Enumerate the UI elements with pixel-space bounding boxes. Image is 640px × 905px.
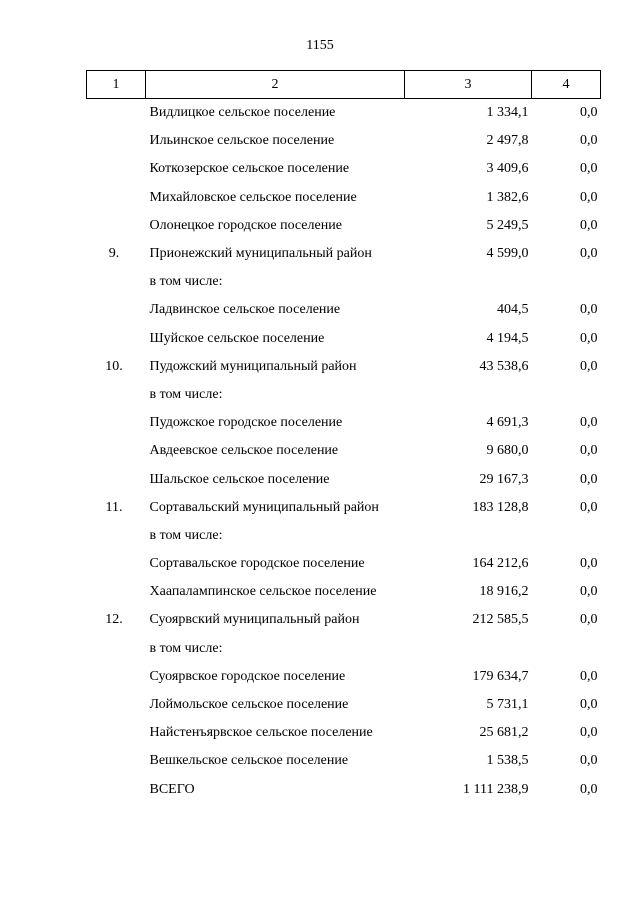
table-row (87, 353, 601, 381)
table-row (87, 296, 601, 324)
row-value-col3: 5 249,5 (486, 217, 529, 233)
row-value-col3: 212 585,5 (472, 612, 529, 628)
row-name: Пудожский муниципальный район (149, 358, 357, 374)
table-row (87, 99, 601, 128)
row-value-col3 (405, 522, 532, 550)
row-value-col3: 4 599,0 (486, 246, 529, 262)
row-number (87, 747, 146, 775)
row-value-col3: 9 680,0 (486, 443, 529, 459)
row-name: Прионежский муниципальный район (149, 246, 372, 262)
table-row (87, 127, 601, 155)
table-row (87, 240, 601, 268)
row-number (87, 635, 146, 663)
table-row (87, 184, 601, 212)
row-value-col4: 0,0 (580, 499, 598, 515)
row-name: Хаапалампинское сельское поселение (149, 584, 377, 600)
row-name: ВСЕГО (149, 781, 195, 797)
table-row (87, 494, 601, 522)
header-col-1: 1 (87, 71, 146, 99)
table-header (87, 71, 601, 99)
row-name: Пудожское городское поселение (149, 415, 343, 431)
row-name: в том числе: (149, 274, 223, 290)
row-value-col3: 183 128,8 (472, 499, 529, 515)
header-col-3: 3 (405, 71, 532, 99)
row-number (87, 155, 146, 183)
table-row (87, 550, 601, 578)
row-name: Лоймольское сельское поселение (149, 697, 349, 713)
row-name: Сортавальский муниципальный район (149, 499, 379, 515)
table-row (87, 268, 601, 296)
row-value-col4 (532, 268, 601, 296)
row-name: Ладвинское сельское поселение (149, 302, 341, 318)
row-value-col3: 18 916,2 (479, 584, 529, 600)
row-value-col3: 3 409,6 (486, 161, 529, 177)
row-value-col3: 2 497,8 (486, 133, 529, 149)
row-number (87, 325, 146, 353)
row-name: в том числе: (149, 527, 223, 543)
row-number (87, 127, 146, 155)
header-col-2: 2 (146, 71, 405, 99)
row-number (87, 184, 146, 212)
row-name: Суоярвский муниципальный район (149, 612, 360, 628)
row-number (87, 691, 146, 719)
row-number: 11. (105, 499, 123, 515)
row-value-col3: 4 691,3 (486, 415, 529, 431)
row-number (87, 296, 146, 324)
row-value-col4: 0,0 (580, 302, 598, 318)
row-number: 9. (108, 246, 120, 262)
row-value-col4: 0,0 (580, 161, 598, 177)
header-row (87, 71, 601, 99)
row-value-col4 (532, 522, 601, 550)
table-body (87, 99, 601, 804)
row-value-col3 (405, 635, 532, 663)
row-value-col4: 0,0 (580, 471, 598, 487)
row-name: Вешкельское сельское поселение (149, 753, 349, 769)
table-row (87, 437, 601, 465)
row-number (87, 465, 146, 493)
table-row (87, 155, 601, 183)
row-value-col3: 43 538,6 (479, 358, 529, 374)
row-number (87, 522, 146, 550)
row-value-col4: 0,0 (580, 556, 598, 572)
row-value-col3: 1 538,5 (486, 753, 529, 769)
row-number: 12. (105, 612, 123, 628)
table-row (87, 409, 601, 437)
row-value-col3: 29 167,3 (479, 471, 529, 487)
row-name: Видлицкое сельское поселение (149, 105, 336, 121)
row-value-col4: 0,0 (580, 415, 598, 431)
row-number (87, 550, 146, 578)
row-number (87, 663, 146, 691)
row-value-col4: 0,0 (580, 781, 598, 797)
row-value-col4: 0,0 (580, 358, 598, 374)
row-name: Сортавальское городское поселение (149, 556, 365, 572)
row-name: Авдеевское сельское поселение (149, 443, 339, 459)
header-col-4: 4 (532, 71, 601, 99)
row-name: Михайловское сельское поселение (149, 189, 357, 205)
row-name: Шуйское сельское поселение (149, 330, 325, 346)
row-name: Суоярвское городское поселение (149, 668, 346, 684)
row-number (87, 268, 146, 296)
row-value-col4: 0,0 (580, 443, 598, 459)
row-number (87, 578, 146, 606)
table-row (87, 719, 601, 747)
row-value-col4 (532, 381, 601, 409)
row-number (87, 99, 146, 128)
row-name: в том числе: (149, 386, 223, 402)
row-value-col3: 1 111 238,9 (463, 781, 529, 797)
row-value-col3: 5 731,1 (486, 697, 529, 713)
table-row (87, 776, 601, 804)
row-number (87, 381, 146, 409)
row-value-col4: 0,0 (580, 217, 598, 233)
table-row (87, 691, 601, 719)
row-name: в том числе: (149, 640, 223, 656)
table-row (87, 325, 601, 353)
table-row (87, 663, 601, 691)
row-value-col3: 25 681,2 (479, 725, 529, 741)
row-number (87, 719, 146, 747)
row-number (87, 776, 146, 804)
row-number (87, 212, 146, 240)
row-name: Шальское сельское поселение (149, 471, 330, 487)
row-value-col3: 1 334,1 (486, 105, 529, 121)
row-number: 10. (105, 358, 123, 374)
row-value-col4: 0,0 (580, 189, 598, 205)
row-name: Коткозерское сельское поселение (149, 161, 350, 177)
page-number: 1155 (306, 38, 334, 53)
table-row (87, 381, 601, 409)
row-value-col4: 0,0 (580, 668, 598, 684)
table-row (87, 465, 601, 493)
table-row (87, 522, 601, 550)
row-name: Ильинское сельское поселение (149, 133, 335, 149)
table-row (87, 578, 601, 606)
row-value-col4: 0,0 (580, 105, 598, 121)
row-value-col3 (405, 268, 532, 296)
row-value-col3 (405, 381, 532, 409)
table-row (87, 606, 601, 634)
row-value-col3: 179 634,7 (472, 668, 529, 684)
row-number (87, 437, 146, 465)
row-value-col3: 4 194,5 (486, 330, 529, 346)
row-value-col3: 164 212,6 (472, 556, 529, 572)
table-row (87, 635, 601, 663)
row-value-col4: 0,0 (580, 133, 598, 149)
row-value-col4: 0,0 (580, 584, 598, 600)
row-value-col4: 0,0 (580, 246, 598, 262)
row-name: Олонецкое городское поселение (149, 217, 342, 233)
row-value-col3: 1 382,6 (486, 189, 529, 205)
row-value-col4: 0,0 (580, 753, 598, 769)
row-value-col4: 0,0 (580, 612, 598, 628)
row-number (87, 409, 146, 437)
row-value-col4: 0,0 (580, 697, 598, 713)
table-row (87, 212, 601, 240)
table-row (87, 747, 601, 775)
row-value-col3: 404,5 (497, 302, 529, 318)
row-value-col4 (532, 635, 601, 663)
budget-table (86, 70, 601, 804)
row-value-col4: 0,0 (580, 725, 598, 741)
row-value-col4: 0,0 (580, 330, 598, 346)
row-name: Найстенъярвское сельское поселение (149, 725, 373, 741)
